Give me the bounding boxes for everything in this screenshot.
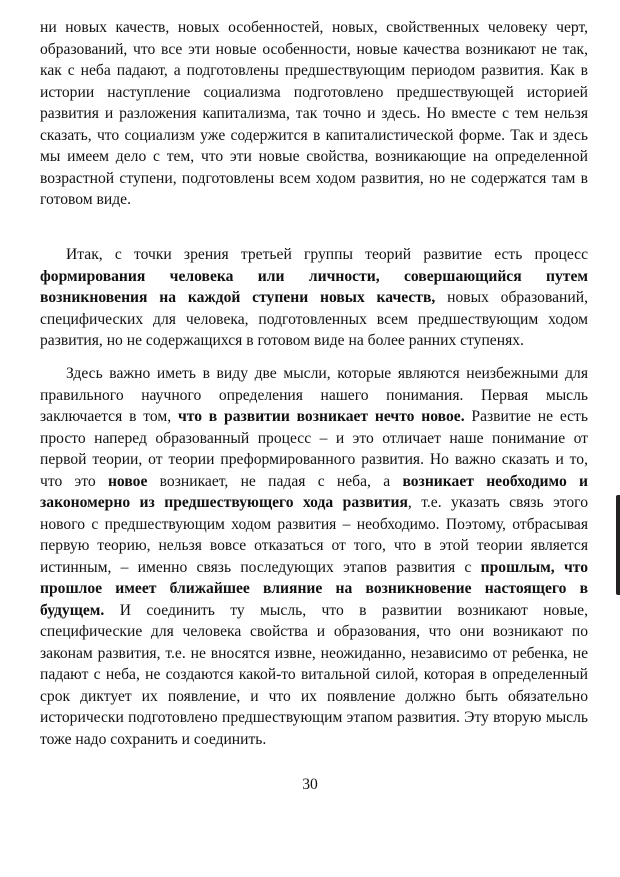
paragraph-3-bold-1: что в развитии возникает нечто новое.: [177, 408, 465, 425]
paragraph-2-text-1: Итак, с точки зрения третьей группы теорий развитие есть процесс: [66, 246, 588, 263]
paragraph-3-text-5: И соединить ту мысль, что в развитии возникают новые, специфические для человека свойства и образования, что они возникают по законам развития, т.е. не вносятся извне, неожиданно, независимо от ребенка, не падают с неба, не создаются какой-то витальной силой, которая в определенный срок диктует их появление, и что их появление должно быть обязательно исторически подготовлено предшествующим этапом развития. Эту вторую мысль тоже надо сохранить и соединить.: [40, 601, 588, 748]
paragraph-3-bold-2: новое: [107, 472, 148, 490]
paragraph-3-text-1: Здесь важно иметь в виду две мысли, которые являются неизбежными для правильного научного определения нашего понимания. Первая мысль заключается в том,: [40, 365, 588, 425]
page-number: 30: [302, 776, 318, 793]
paragraph-2-bold-1: формирования человека или личности, совершающийся путем возникновения на каждой ступени новых качеств,: [40, 267, 588, 306]
scan-edge-mark: [616, 495, 620, 595]
paragraph-3-text-3: возникает, не падая с неба, а: [159, 472, 391, 490]
paragraph-1-text: ни новых качеств, новых особенностей, новых, свойственных человеку черт, образований, что все эти новые особенности, новые качества возникают не так, как с неба падают, а подготовлены предшествующим периодом развития. Как в истории наступление социализма подготовлено предшествующей историей развития и разложения капитализма, так точно и здесь. Но вместе с тем нельзя сказать, что социализм уже содержится в капиталистической форме. Так и здесь мы имеем дело с тем, что эти новые свойства, возникающие на определенной возрастной ступени, подготовлены всем ходом развития, но не содержатся там в готовом виде.: [40, 19, 588, 208]
paragraph-3: [40, 363, 588, 750]
paragraph-1: [40, 17, 588, 211]
paragraph-2-text-2: новых образований, специфических для человека, подготовленных всем предшествующим ходом развития, но не содержащихся в готовом виде на более ранних ступенях.: [40, 289, 588, 349]
paragraph-3-text-4: , т.е. указать связь этого нового с предшествующим ходом развития – необходимо. Поэтому, отбрасывая первую теорию, нельзя вовсе отказаться от того, что в этой теории является истинным, – именно связь последующих этапов развития с: [40, 494, 588, 576]
paragraph-3-bold-4: прошлым, что прошлое имеет ближайшее влияние на возникновение настоящего в будущем.: [40, 558, 588, 619]
paragraph-3-bold-3: возникает необходимо и закономерно из предшествующего хода развития: [40, 472, 589, 511]
paragraph-3-text-2: Развитие не есть просто наперед образованный процесс – и это отличает наше понимание от первой теории, от теории преформированного развития. Но важно сказать и то, что это: [40, 408, 588, 490]
paragraph-2: [40, 244, 588, 352]
